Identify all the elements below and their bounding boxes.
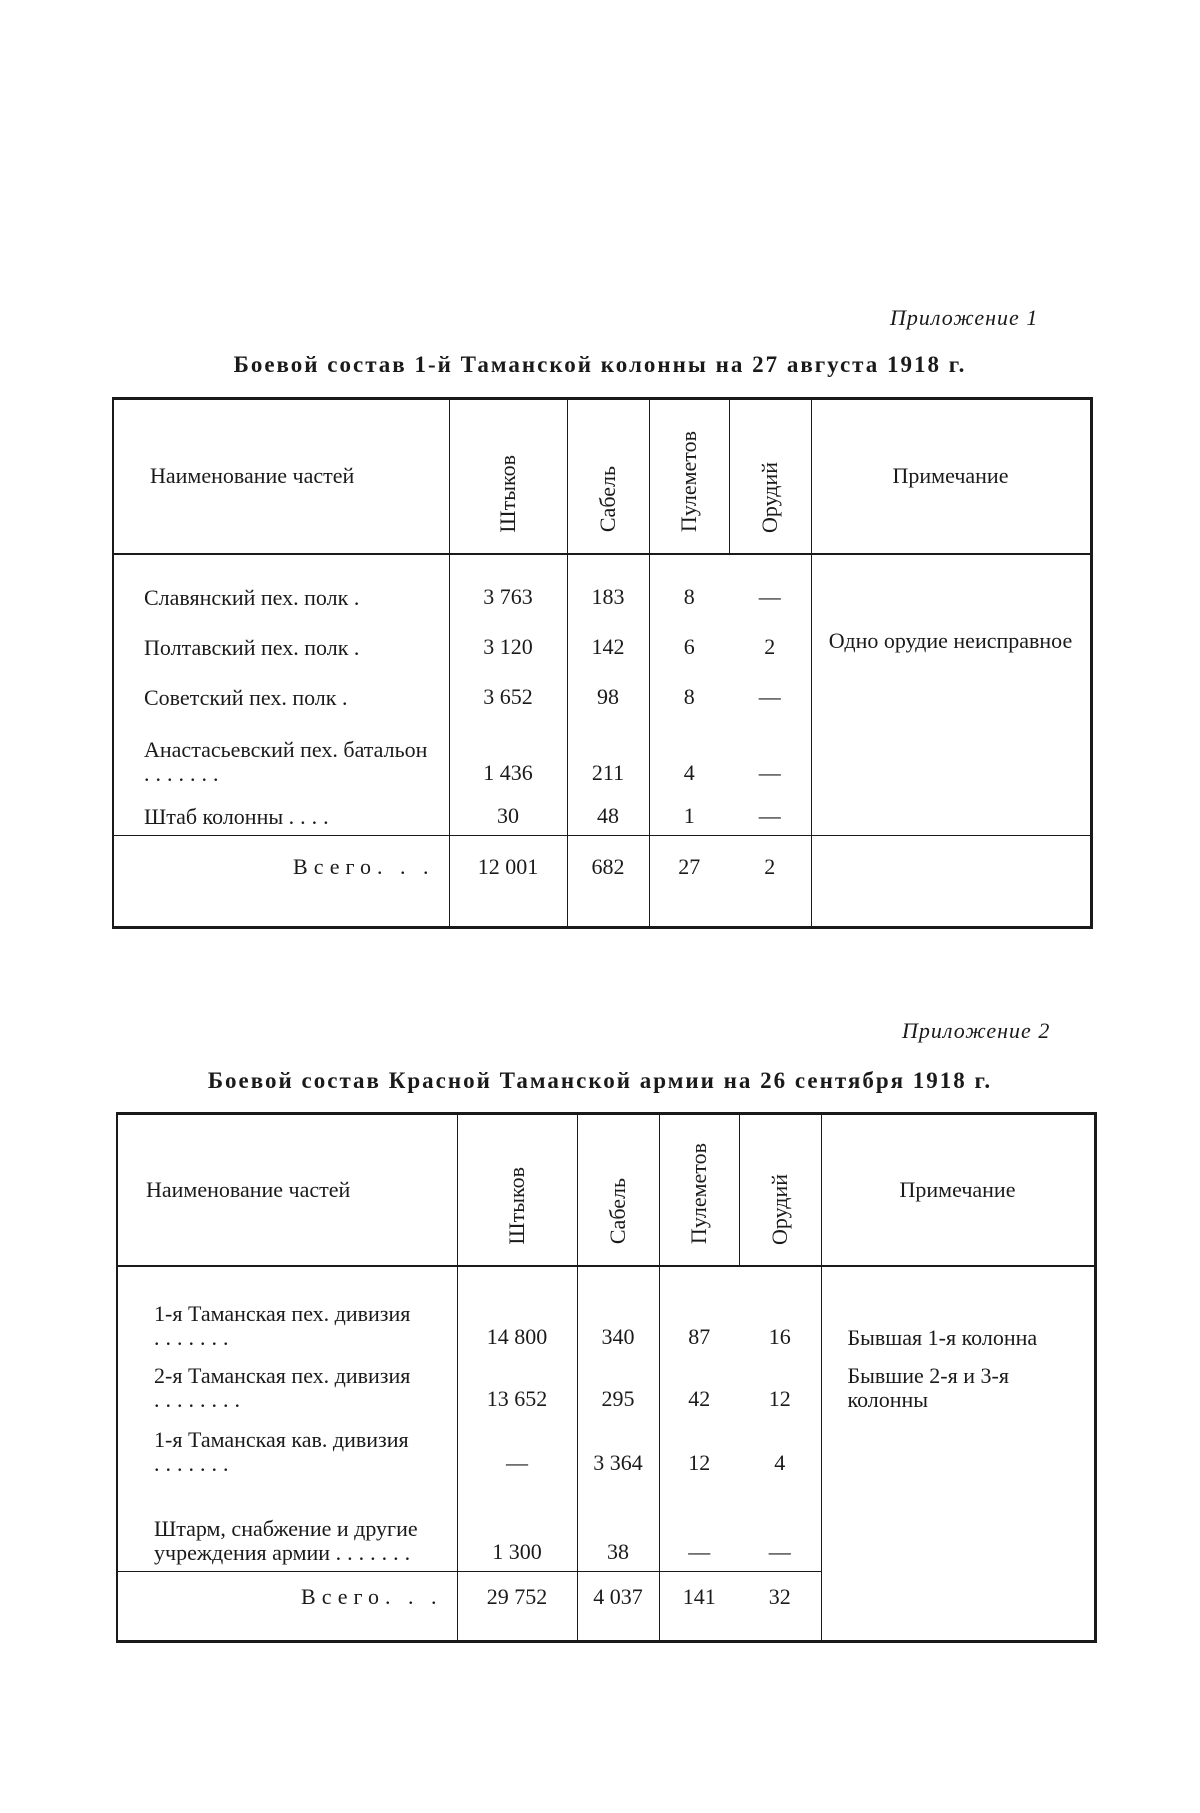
table-row: 1-я Таманская пех. дивизия ....... 14 800 340 87 16 Бывшая 1-я колонна bbox=[117, 1266, 1095, 1350]
col-header-mg: Пулеметов bbox=[649, 399, 729, 554]
row-mg: 87 bbox=[659, 1266, 739, 1350]
total-label: Всего. . . bbox=[117, 1572, 457, 1642]
total-mg: 141 bbox=[659, 1572, 739, 1642]
row-bayonets: 1 436 bbox=[449, 710, 567, 786]
table-row: 2-я Таманская пех. дивизия ........ 13 652 295 42 12 Бывшие 2-я и 3-я колонны bbox=[117, 1350, 1095, 1412]
row-note: Бывшие 2-я и 3-я колонны bbox=[821, 1350, 1095, 1412]
row-name: Советский пех. полк bbox=[144, 684, 337, 710]
row-guns: — bbox=[758, 683, 781, 709]
row-guns: 16 bbox=[768, 1323, 791, 1349]
row-bayonets: — bbox=[457, 1412, 577, 1476]
row-sabres: 38 bbox=[577, 1476, 659, 1572]
row-mg: — bbox=[659, 1476, 739, 1572]
total-sabres: 682 bbox=[567, 836, 649, 928]
row-mg: 8 bbox=[649, 554, 729, 610]
col-header-guns: Орудий bbox=[729, 399, 811, 554]
row-bayonets: 13 652 bbox=[457, 1350, 577, 1412]
row-mg: 6 bbox=[649, 610, 729, 660]
row-sabres: 98 bbox=[567, 660, 649, 710]
col-header-name: Наименование частей bbox=[117, 1114, 457, 1266]
row-mg: 42 bbox=[659, 1350, 739, 1412]
row-name: Штаб колонны bbox=[144, 804, 284, 829]
row-sabres: 142 bbox=[567, 610, 649, 660]
col-header-sabres: Сабель bbox=[577, 1114, 659, 1266]
row-sabres: 48 bbox=[567, 786, 649, 836]
appendix-1-label: Приложение 1 bbox=[890, 305, 1039, 330]
table-1 bbox=[112, 397, 1093, 929]
total-bayonets: 29 752 bbox=[457, 1572, 577, 1642]
col-header-sabres: Сабель bbox=[567, 399, 649, 554]
row-note: Одно орудие неисправное bbox=[811, 554, 1091, 836]
row-bayonets: 1 300 bbox=[457, 1476, 577, 1572]
row-sabres: 340 bbox=[577, 1266, 659, 1350]
row-name: Штарм, снабжение и другие учреждения армии bbox=[154, 1516, 418, 1565]
table-2-title: Боевой состав Красной Таманской армии на 26 сентября 1918 г. bbox=[207, 1068, 993, 1093]
row-mg: 1 bbox=[649, 786, 729, 836]
row-note bbox=[821, 1476, 1095, 1572]
row-guns: 12 bbox=[768, 1385, 791, 1411]
row-name: 2-я Таманская пех. дивизия bbox=[154, 1362, 411, 1388]
table-row: 1-я Таманская кав. дивизия ....... — 3 364 12 4 bbox=[117, 1412, 1095, 1476]
row-note: Бывшая 1-я колонна bbox=[821, 1266, 1095, 1350]
row-guns: 4 bbox=[774, 1449, 786, 1475]
col-header-name: Наименование частей bbox=[113, 399, 449, 554]
total-bayonets: 12 001 bbox=[449, 836, 567, 928]
row-name: Анастасьевский пех. батальон bbox=[144, 736, 428, 762]
total-mg: 27 bbox=[649, 836, 729, 928]
row-guns: — bbox=[758, 583, 781, 609]
col-header-note: Примечание bbox=[821, 1114, 1095, 1266]
row-name: Полтавский пех. полк bbox=[144, 634, 349, 660]
row-bayonets: 30 bbox=[449, 786, 567, 836]
col-header-note: Примечание bbox=[811, 399, 1091, 554]
col-header-bayonets: Штыков bbox=[457, 1114, 577, 1266]
row-sabres: 211 bbox=[567, 710, 649, 786]
row-bayonets: 3 652 bbox=[449, 660, 567, 710]
row-mg: 12 bbox=[659, 1412, 739, 1476]
row-guns: 2 bbox=[764, 633, 776, 659]
total-guns: 32 bbox=[739, 1572, 821, 1642]
row-bayonets: 3 763 bbox=[449, 554, 567, 610]
total-guns: 2 bbox=[729, 836, 811, 928]
row-sabres: 3 364 bbox=[577, 1412, 659, 1476]
col-header-guns: Орудий bbox=[739, 1114, 821, 1266]
row-sabres: 295 bbox=[577, 1350, 659, 1412]
row-mg: 4 bbox=[649, 710, 729, 786]
table-row: Славянский пех. полк . 3 763 183 8 — Одно орудие неисправное bbox=[113, 554, 1091, 610]
appendix-2-label: Приложение 2 bbox=[902, 1018, 1051, 1043]
table-1-title: Боевой состав 1-й Таманской колонны на 27 августа 1918 г. bbox=[233, 352, 967, 377]
row-note bbox=[821, 1412, 1095, 1476]
col-header-mg: Пулеметов bbox=[659, 1114, 739, 1266]
table-row: Анастасьевский пех. батальон ....... 1 436 211 4 — bbox=[113, 710, 1091, 786]
table-row: Штарм, снабжение и другие учреждения армии ....... 1 300 38 — — bbox=[117, 1476, 1095, 1572]
row-guns: — bbox=[768, 1539, 791, 1564]
row-name: Славянский пех. полк bbox=[144, 584, 349, 610]
table-row: Полтавский пех. полк . 3 120 142 6 2 bbox=[113, 610, 1091, 660]
table-2 bbox=[116, 1112, 1097, 1643]
row-sabres: 183 bbox=[567, 554, 649, 610]
table-row: Штаб колонны .... 30 48 1 — bbox=[113, 786, 1091, 836]
total-label: Всего. . . bbox=[113, 836, 449, 928]
total-sabres: 4 037 bbox=[577, 1572, 659, 1642]
table-row: Советский пех. полк . 3 652 98 8 — bbox=[113, 660, 1091, 710]
row-bayonets: 14 800 bbox=[457, 1266, 577, 1350]
row-guns: — bbox=[758, 759, 781, 785]
row-name: 1-я Таманская пех. дивизия bbox=[154, 1300, 411, 1326]
total-row bbox=[117, 1572, 1095, 1642]
total-row bbox=[113, 836, 1091, 928]
col-header-bayonets: Штыков bbox=[449, 399, 567, 554]
row-mg: 8 bbox=[649, 660, 729, 710]
row-bayonets: 3 120 bbox=[449, 610, 567, 660]
row-name: 1-я Таманская кав. дивизия bbox=[154, 1426, 409, 1452]
row-guns: — bbox=[758, 803, 781, 828]
